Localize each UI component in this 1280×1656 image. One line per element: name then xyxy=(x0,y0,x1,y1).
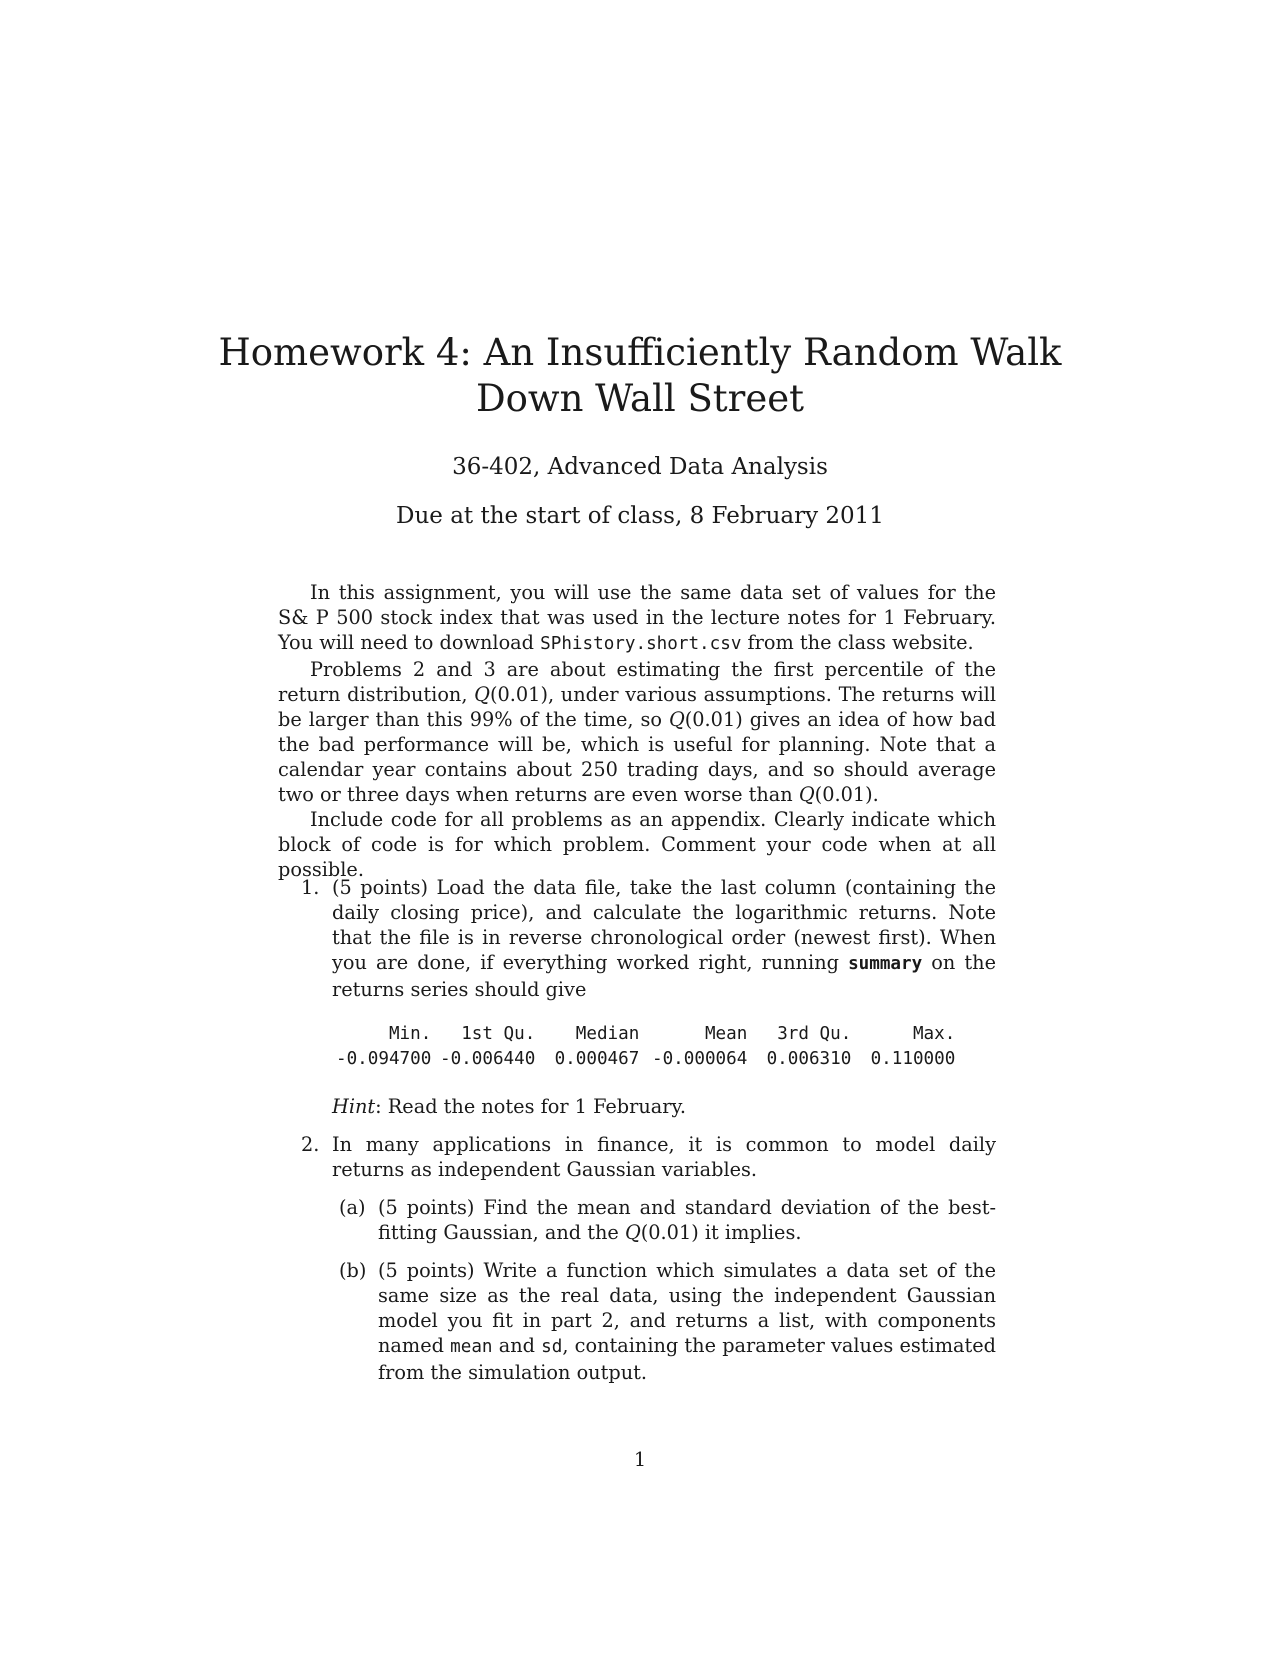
problem-1-text: (5 points) Load the data file, take the last column (containing the daily closing price), and calculate the logarithmic returns. Note that the file is in reverse chronological order (newest first). When you are done, if everything worked right, running summary on the returns series should give xyxy=(332,876,996,1001)
title-line-2: Down Wall Street xyxy=(475,377,805,420)
summary-output xyxy=(328,1022,955,1072)
summary-value: -0.094700 xyxy=(336,1049,432,1069)
page-number: 1 xyxy=(633,1448,647,1471)
intro-paragraph-1: In this assignment, you will use the same data set of values for the S& P 500 stock index that was used in the lecture notes for 1 February. You will need to download SPhistory.short.csv from the class website. xyxy=(278,581,996,654)
summary-value-row xyxy=(328,1047,955,1072)
problem-2b-label: (b) xyxy=(339,1259,367,1282)
summary-header-row xyxy=(328,1022,955,1047)
problem-2a-text: (5 points) Find the mean and standard deviation of the best-fitting Gaussian, and the Q(0.01) it implies. xyxy=(378,1196,996,1244)
summary-value: 0.000467 xyxy=(554,1049,640,1069)
summary-code: summary xyxy=(848,954,923,974)
summary-header: Median xyxy=(575,1024,640,1044)
title-line-1: Homework 4: An Insufficiently Random Walk xyxy=(218,331,1062,374)
course-name: 36-402, Advanced Data Analysis xyxy=(452,454,828,480)
problems-list xyxy=(278,875,996,1398)
problem-2a-label: (a) xyxy=(339,1196,366,1219)
summary-header: 1st Qu. xyxy=(461,1024,536,1044)
summary-value: 0.110000 xyxy=(870,1049,956,1069)
problem-2b xyxy=(332,1258,996,1385)
summary-value: -0.000064 xyxy=(652,1049,748,1069)
problem-1 xyxy=(278,875,996,1119)
summary-header: Max. xyxy=(912,1024,956,1044)
intro-paragraph-2: Problems 2 and 3 are about estimating the first percentile of the return distribution, Q(0.01), under various assumptions. The returns will be larger than this 99% of the time, so Q(0.01) gives an idea of how bad the bad performance will be, which is useful for planning. Note that a calendar year contains about 250 trading days, and so should average two or three days when returns are even worse than Q(0.01). xyxy=(278,658,996,806)
summary-header: Mean xyxy=(704,1024,748,1044)
data-file-name: SPhistory.short.csv xyxy=(540,634,742,654)
document-title xyxy=(0,330,1280,422)
sd-code: sd xyxy=(541,1337,563,1357)
due-date: Due at the start of class, 8 February 2011 xyxy=(396,503,884,529)
problem-2-number: 2. xyxy=(301,1133,320,1156)
problem-1-hint: Hint: Read the notes for 1 February. xyxy=(332,1095,686,1118)
mean-code: mean xyxy=(450,1337,493,1357)
problem-2 xyxy=(278,1132,996,1385)
summary-header: Min. xyxy=(388,1024,432,1044)
problem-2-text: In many applications in finance, it is common to model daily returns as independent Gaussian variables. xyxy=(332,1133,996,1181)
problem-2b-text: (5 points) Write a function which simulates a data set of the same size as the real data, using the independent Gaussian model you fit in part 2, and returns a list, with components named mean and sd, containing the parameter values estimated from the simulation output. xyxy=(378,1259,996,1384)
problem-1-number: 1. xyxy=(301,876,320,899)
summary-value: -0.006440 xyxy=(440,1049,536,1069)
summary-value: 0.006310 xyxy=(766,1049,852,1069)
intro-section xyxy=(278,580,996,882)
intro-paragraph-3: Include code for all problems as an appendix. Clearly indicate which block of code is for which problem. Comment your code when at all possible. xyxy=(278,808,996,881)
summary-header: 3rd Qu. xyxy=(777,1024,852,1044)
problem-2a xyxy=(332,1195,996,1245)
